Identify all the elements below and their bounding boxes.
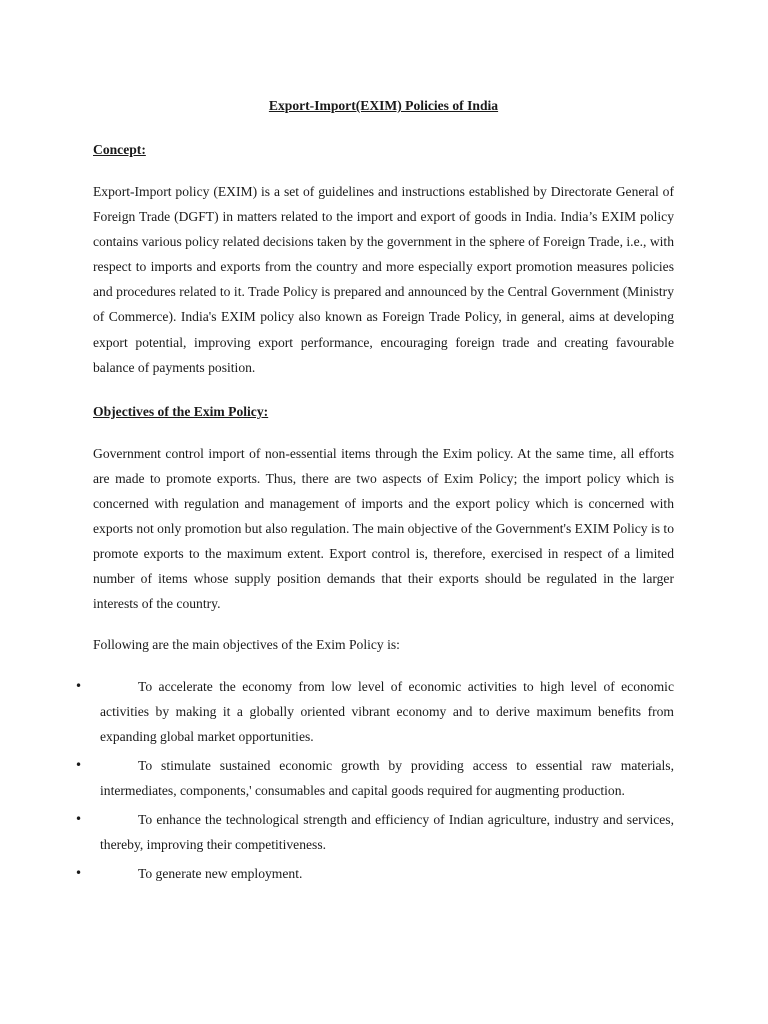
objectives-heading: Objectives of the Exim Policy: xyxy=(93,403,269,419)
bullet-icon: • xyxy=(75,865,83,880)
list-item xyxy=(75,807,674,857)
list-item xyxy=(75,861,674,886)
list-item xyxy=(75,674,674,749)
objectives-paragraph: Government control import of non-essential items through the Exim policy. At the same time, all efforts are made to promote exports. Thus, there are two aspects of Exim Policy; the import policy which is concerned with regulation and management of imports and the export policy which is concerned with exports not only promotion but also regulation. The main objective of the Government's EXIM Policy is to promote exports to the maximum extent. Export control is, therefore, exercised in respect of a limited number of items whose supply position demands that their exports should be regulated in the larger interests of the country. xyxy=(93,445,674,612)
concept-heading: Concept: xyxy=(93,142,146,157)
objectives-list xyxy=(75,674,674,886)
concept-paragraph: Export-Import policy (EXIM) is a set of guidelines and instructions established by Directorate General of Foreign Trade (DGFT) in matters related to the import and export of goods in India. India’s EXIM policy contains various policy related decisions taken by the government in the sphere of Foreign Trade, i.e., with respect to imports and exports from the country and more especially export promotion measures policies and procedures related to it. Trade Policy is prepared and announced by the Central Government (Ministry of Commerce). India's EXIM policy also known as Foreign Trade Policy, in general, aims at developing export potential, improving export performance, encouraging foreign trade and creating favourable balance of payments position. xyxy=(93,184,674,375)
bullet-icon: • xyxy=(75,757,83,772)
bullet-icon: • xyxy=(75,811,83,826)
list-item-text: To accelerate the economy from low level of economic activities to high level of economic activities by making it a globally oriented vibrant economy and to derive maximum benefits from expanding global market opportunities. xyxy=(100,678,674,744)
following-line: Following are the main objectives of the Exim Policy is: xyxy=(93,637,400,653)
list-item-text: To generate new employment. xyxy=(138,865,303,881)
list-item xyxy=(75,753,674,803)
list-item-text: To enhance the technological strength and efficiency of Indian agriculture, industry and services, thereby, improving their competitiveness. xyxy=(100,811,674,852)
document-page xyxy=(75,96,674,886)
bullet-icon: • xyxy=(75,678,83,693)
list-item-text: To stimulate sustained economic growth by providing access to essential raw materials, intermediates, components,' consumables and capital goods required for augmenting production. xyxy=(100,757,674,798)
document-title: Export-Import(EXIM) Policies of India xyxy=(268,98,499,113)
